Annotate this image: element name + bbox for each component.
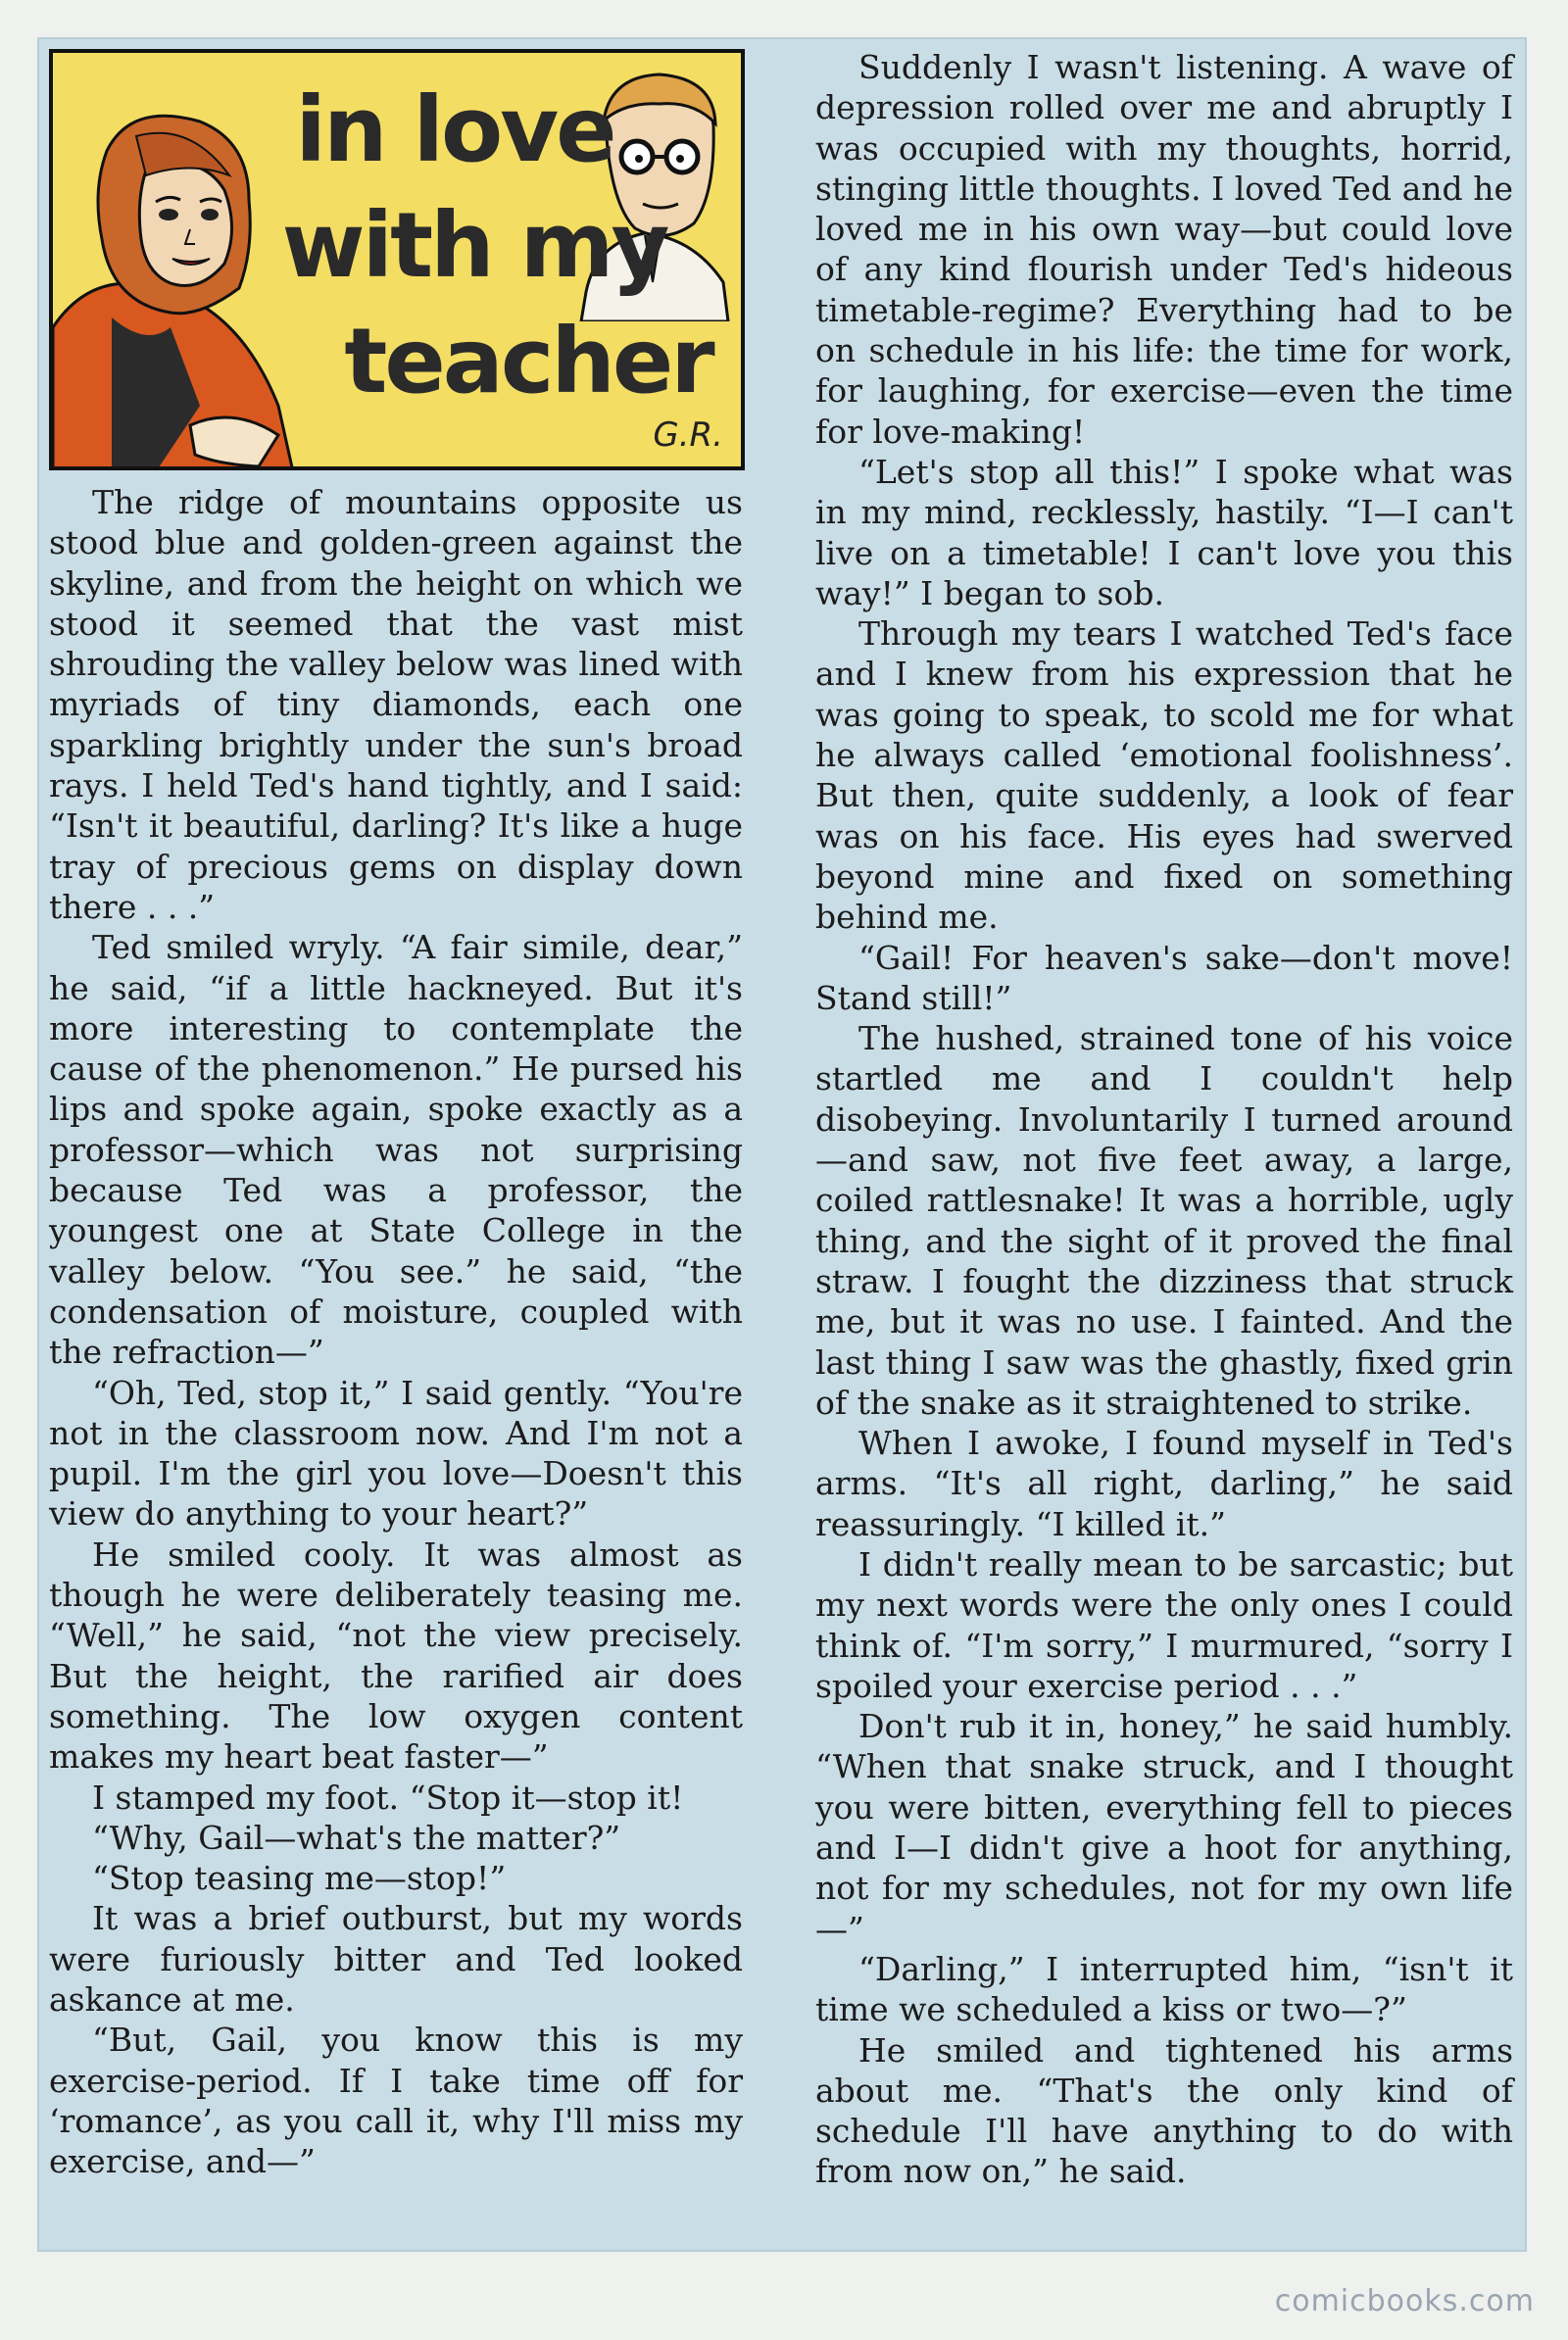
right-text-column xyxy=(815,47,1513,2192)
paragraph: Ted smiled wryly. “A fair simile, dear,” he said, “if a little hackneyed. But it's more interesting to contemplate the cause of the phenomenon.” He pursed his lips and spoke again, spoke exactly as a professor—which was not surprising because Ted was a professor, the youngest one at State College in the valley below. “You see.” he said, “the condensation of moisture, coupled with the refraction—” xyxy=(49,928,743,1372)
artist-signature: G.R. xyxy=(653,415,723,455)
paragraph: It was a brief outburst, but my words were furiously bitter and Ted looked askance at me. xyxy=(49,1899,743,2019)
paragraph: “Darling,” I interrupted him, “isn't it time we scheduled a kiss or two—?” xyxy=(815,1949,1513,2029)
title-line-2: with my xyxy=(281,193,667,298)
paragraph: He smiled and tightened his arms about me. “That's the only kind of schedule I'll have anything to do with from now on,” he said. xyxy=(815,2030,1513,2191)
paragraph: “Oh, Ted, stop it,” I said gently. “You're not in the classroom now. And I'm not a pupil. I'm the girl you love—Doesn't this view do anything to your heart?” xyxy=(49,1373,743,1534)
title-line-3: teacher xyxy=(344,309,712,414)
paragraph: The hushed, strained tone of his voice startled me and I couldn't help disobeying. Involuntarily I turned around—and saw, not five feet away, a large, coiled rattlesnake! It was a horrible, ugly thing, and the sight of it proved the final straw. I fought the dizziness that struck me, but it was no use. I fainted. And the last thing I saw was the ghastly, fixed grin of the snake as it straightened to strike. xyxy=(815,1019,1513,1422)
site-watermark: comicbooks.com xyxy=(1274,2284,1535,2318)
story-title xyxy=(239,73,729,419)
paragraph: I didn't really mean to be sarcastic; but my next words were the only ones I could think of. “I'm sorry,” I murmured, “sorry I spoiled your exercise period . . .” xyxy=(815,1544,1513,1705)
title-line-1: in love xyxy=(295,77,614,182)
paragraph: Suddenly I wasn't listening. A wave of depression rolled over me and abruptly I was occupied with my thoughts, horrid, stinging little thoughts. I loved Ted and he loved me in his own way—but could love of any kind flourish under Ted's hideous timetable-regime? Everything had to be on schedule in his life: the time for work, for laughing, for exercise—even the time for love-making! xyxy=(815,48,1513,451)
paragraph: He smiled cooly. It was almost as though he were deliberately teasing me. “Well,” he said, “not the view precisely. But the height, the rarified air does something. The low oxygen content makes my heart beat faster—” xyxy=(49,1535,743,1777)
paragraph: “Gail! For heaven's sake—don't move! Stand still!” xyxy=(815,938,1513,1017)
title-panel xyxy=(49,49,745,470)
paragraph: “Stop teasing me—stop!” xyxy=(92,1859,507,1898)
paragraph: “But, Gail, you know this is my exercise-period. If I take time off for ‘romance’, as you call it, why I'll miss my exercise, and—” xyxy=(49,2021,743,2181)
paragraph: “Let's stop all this!” I spoke what was in my mind, recklessly, hastily. “I—I can't live on a timetable! I can't love you this way!” I began to sob. xyxy=(815,452,1513,612)
paragraph: The ridge of mountains opposite us stood blue and golden-green against the skyline, and from the height on which we stood it seemed that the vast mist shrouding the valley below was lined with myriads of tiny diamonds, each one sparkling brightly under the sun's broad rays. I held Ted's hand tightly, and I said: “Isn't it beautiful, darling? It's like a huge tray of precious gems on display down there . . .” xyxy=(49,483,743,926)
paragraph: I stamped my foot. “Stop it—stop it! xyxy=(92,1778,684,1817)
paragraph: “Why, Gail—what's the matter?” xyxy=(92,1818,621,1857)
paragraph: Don't rub it in, honey,” he said humbly. “When that snake struck, and I thought you were bitten, everything fell to pieces and I—I didn't give a hoot for anything, not for my schedules, not for my own life—” xyxy=(815,1707,1513,1948)
paragraph: Through my tears I watched Ted's face and I knew from his expression that he was going to speak, to scold me for what he always called ‘emotional foolishness’. But then, quite suddenly, a look of fear was on his face. His eyes had swerved beyond mine and fixed on something behind me. xyxy=(815,614,1513,937)
left-text-column xyxy=(49,482,743,2181)
paragraph: When I awoke, I found myself in Ted's arms. “It's all right, darling,” he said reassuringly. “I killed it.” xyxy=(815,1424,1513,1543)
